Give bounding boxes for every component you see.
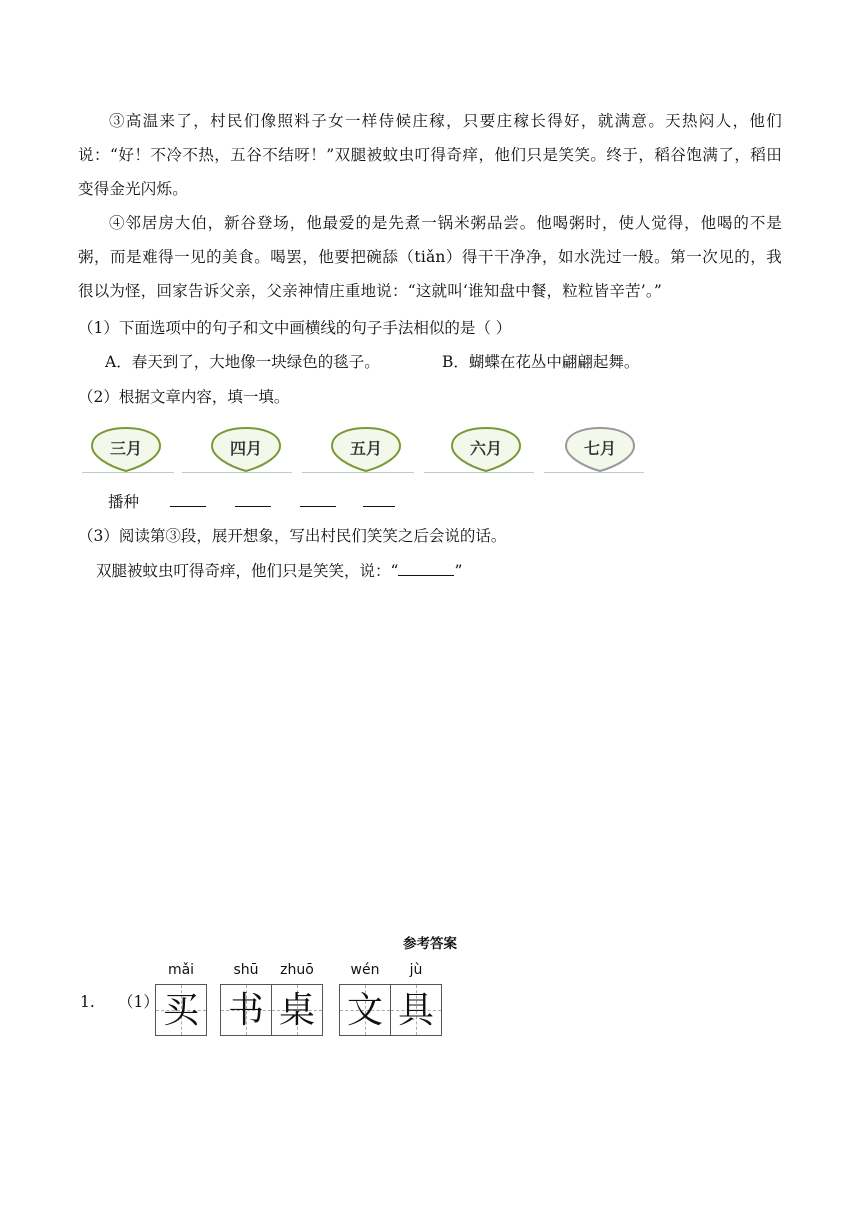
question-1-option-a: A．春天到了，大地像一块绿色的毯子。 bbox=[105, 353, 380, 371]
tian-grid-cell bbox=[155, 984, 207, 1036]
month-leaf-june bbox=[448, 424, 524, 474]
pinyin-label: wén bbox=[350, 962, 380, 978]
answer-item-number: 1. bbox=[80, 993, 95, 1011]
question-3-prompt bbox=[96, 559, 462, 583]
pinyin-label: shū bbox=[233, 962, 259, 978]
month-leaf-april bbox=[208, 424, 284, 474]
tian-grid-cell bbox=[220, 984, 272, 1036]
pinyin-label: zhuō bbox=[280, 962, 314, 978]
answer-character: 文 bbox=[346, 990, 383, 1031]
month-label: 六月 bbox=[469, 439, 502, 458]
tian-grid-cell bbox=[271, 984, 323, 1036]
answer-character: 桌 bbox=[278, 990, 315, 1031]
answer-character: 书 bbox=[227, 990, 264, 1031]
answer-blank[interactable] bbox=[398, 561, 454, 576]
question-3-prompt-text: 双腿被蚊虫叮得奇痒，他们只是笑笑，说：“ bbox=[96, 562, 399, 580]
month-leaf-july bbox=[562, 424, 638, 474]
month-label: 四月 bbox=[229, 439, 262, 458]
question-3: （3）阅读第③段，展开想象，写出村民们笑笑之后会说的话。 bbox=[78, 527, 507, 545]
question-2: （2）根据文章内容，填一填。 bbox=[78, 388, 290, 406]
tian-grid-cell bbox=[390, 984, 442, 1036]
month-timeline bbox=[82, 424, 652, 480]
answer-character: 买 bbox=[162, 990, 199, 1031]
answer-blank[interactable] bbox=[235, 492, 271, 507]
sowing-row bbox=[108, 490, 395, 514]
closing-quote: ” bbox=[454, 562, 463, 580]
answer-blank[interactable] bbox=[363, 492, 395, 507]
answer-section-title: 参考答案 bbox=[403, 936, 457, 952]
month-leaf-march bbox=[88, 424, 164, 474]
character-grid-group bbox=[339, 984, 442, 1036]
month-leaf-may bbox=[328, 424, 404, 474]
sowing-label: 播种 bbox=[108, 493, 140, 511]
month-label: 三月 bbox=[109, 439, 142, 458]
passage-paragraph-4: ④邻居房大伯，新谷登场，他最爱的是先煮一锅米粥品尝。他喝粥时，使人觉得，他喝的不是粥，而是难得一见的美食。喝罢，他要把碗舔（tiǎn）得干干净净，如水洗过一般。第一次见的，我很以为怪，回家告诉父亲，父亲神情庄重地说：“这就叫‘谁知盘中餐，粒粒皆辛苦’。” bbox=[78, 214, 782, 300]
question-1: （1）下面选项中的句子和文中画横线的句子手法相似的是（ ） bbox=[78, 319, 512, 337]
passage-paragraph-3: ③高温来了，村民们像照料子女一样侍候庄稼，只要庄稼长得好，就满意。天热闷人，他们说：“好！不冷不热，五谷不结呀！”双腿被蚊虫叮得奇痒，他们只是笑笑。终于，稻谷饱满了，稻田变得金光闪烁。 bbox=[78, 112, 782, 198]
tian-grid-cell bbox=[339, 984, 391, 1036]
answer-character: 具 bbox=[397, 990, 434, 1031]
question-1-option-b: B．蝴蝶在花丛中翩翩起舞。 bbox=[442, 353, 640, 371]
month-label: 七月 bbox=[583, 439, 616, 458]
pinyin-label: jù bbox=[409, 962, 423, 978]
answer-blank[interactable] bbox=[300, 492, 336, 507]
month-label: 五月 bbox=[349, 439, 382, 458]
character-grid-group bbox=[220, 984, 323, 1036]
answer-sub-number: （1） bbox=[118, 993, 159, 1011]
answer-blank[interactable] bbox=[170, 492, 206, 507]
pinyin-label: mǎi bbox=[167, 962, 195, 978]
character-grid-group bbox=[155, 984, 207, 1036]
